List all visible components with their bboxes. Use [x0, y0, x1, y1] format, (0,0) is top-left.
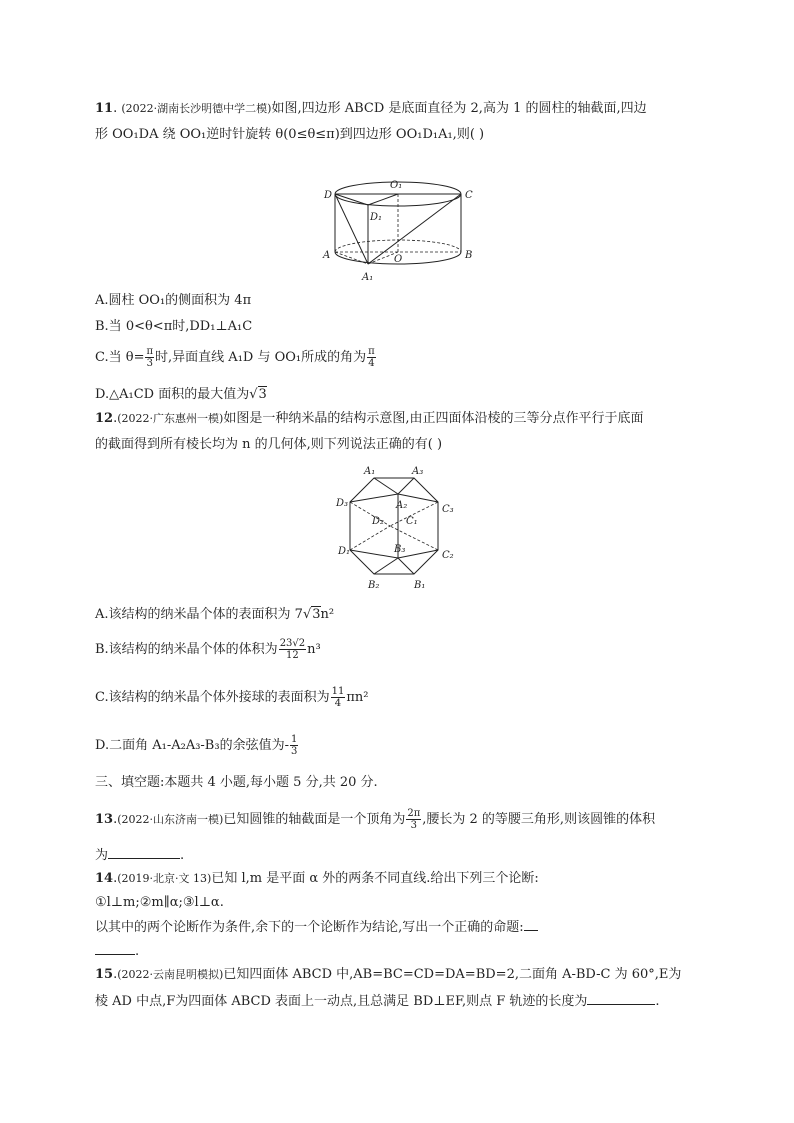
q11-number: 11	[95, 101, 114, 116]
q12-nanocrystal-figure	[330, 462, 465, 594]
label-B: B	[465, 250, 473, 261]
label-A1: A₁	[364, 466, 376, 477]
cylinder-diagram	[318, 172, 478, 290]
q14-answer-blank[interactable]	[524, 918, 538, 931]
octagon-diagram	[330, 462, 465, 594]
q12-stem-line2: 的截面得到所有棱长均为 n 的几何体,则下列说法正确的有( )	[95, 437, 443, 452]
label-O: O	[394, 254, 403, 265]
fraction: $\frac{\pi}{3}$	[146, 346, 154, 369]
label-A2: A₂	[396, 500, 408, 511]
label-C1: C₁	[406, 516, 418, 527]
q15-answer-blank[interactable]	[587, 992, 655, 1005]
label-C2: C₂	[442, 550, 454, 561]
q11-cylinder-figure	[318, 172, 478, 290]
q11-stem-line1: 11. (2022·湖南长沙明德中学二模)如图,四边形 ABCD 是底面直径为 2,高为 1 的圆柱的轴截面,四边	[95, 101, 647, 116]
q11-stem-line2: 形 OO₁DA 绕 OO₁逆时针旋转 θ(0≤θ≤π)到四边形 OO₁D₁A₁,则( )	[95, 127, 485, 142]
label-B1: B₁	[414, 580, 426, 591]
q15-number: 15	[95, 967, 114, 982]
q11-option-a: A.圆柱 OO₁的侧面积为 4π	[95, 293, 252, 308]
label-A1: A₁	[362, 272, 374, 283]
label-D1: D₁	[370, 212, 383, 223]
label-C: C	[465, 190, 473, 201]
q12-option-c: C.该结构的纳米晶个体外接球的表面积为 $\frac{11}{4}$ πn²	[95, 686, 369, 709]
q14-stem-line1: 14.(2019·北京·文 13)已知 l,m 是平面 α 外的两条不同直线.给出下列三个论断:	[95, 871, 539, 886]
label-D3: D₃	[336, 498, 349, 509]
section-3-heading: 三、填空题:本题共 4 小题,每小题 5 分,共 20 分.	[95, 775, 378, 790]
q13-stem-line2: 为 .	[95, 848, 185, 863]
q15-source: (2022·云南昆明模拟)	[117, 968, 224, 981]
q14-stem-line4: .	[95, 942, 139, 961]
q13-stem-line1: 13.(2022·山东济南一模)已知圆锥的轴截面是一个顶角为 $\frac{2\pi}{3}$ ,腰长为 2 的等腰三角形,则该圆锥的体积	[95, 808, 656, 831]
q12-number: 12	[95, 411, 114, 426]
q12-stem-line1: 12.(2022·广东惠州一模)如图是一种纳米晶的结构示意图,由正四面体沿棱的三等分点作平行于底面	[95, 411, 644, 426]
label-D1: D₁	[338, 546, 351, 557]
q12-source: (2022·广东惠州一模)	[117, 412, 224, 425]
label-B2: B₂	[368, 580, 380, 591]
q14-number: 14	[95, 871, 114, 886]
q15-stem-line1: 15.(2022·云南昆明模拟)已知四面体 ABCD 中,AB=BC=CD=DA=BD=2,二面角 A-BD-C 为 60°,E为	[95, 967, 682, 982]
q11-stem-text1: 如图,四边形 ABCD 是底面直径为 2,高为 1 的圆柱的轴截面,四边	[271, 101, 647, 116]
q12-option-b: B.该结构的纳米晶个体的体积为 $\frac{23√2}{12}$ n³	[95, 638, 321, 661]
q13-source: (2022·山东济南一模)	[117, 813, 224, 826]
fraction: $\frac{23√2}{12}$	[279, 638, 306, 661]
fraction: $\frac{11}{4}$	[331, 686, 345, 709]
q13-number: 13	[95, 812, 114, 827]
fraction: $\frac{2\pi}{3}$	[407, 808, 421, 831]
fraction: $\frac{\pi}{4}$	[368, 346, 375, 369]
q11-option-d: D.△A₁CD 面积的最大值为√3	[95, 387, 267, 402]
label-A: A	[323, 250, 331, 261]
q15-stem-line2: 棱 AD 中点,F为四面体 ABCD 表面上一动点,且总满足 BD⊥EF,则点 F 轨迹的长度为 .	[95, 994, 660, 1009]
q11-option-c: C.当 θ= $\frac{\pi}{3}$ 时,异面直线 A₁D 与 OO₁所成的角为 $\frac{\pi}{4}$	[95, 346, 375, 369]
q13-answer-blank[interactable]	[108, 846, 180, 859]
q12-option-d: D.二面角 A₁-A₂A₃-B₃的余弦值为- $\frac{1}{3}$	[95, 734, 298, 757]
q14-stem-line3: 以其中的两个论断作为条件,余下的一个论断作为结论,写出一个正确的命题:	[95, 918, 538, 937]
label-A3: A₃	[412, 466, 424, 477]
label-C3: C₃	[442, 504, 454, 515]
q14-source: (2019·北京·文 13)	[117, 872, 212, 885]
label-B3: B₃	[394, 544, 406, 555]
label-D2: D₂	[372, 516, 385, 527]
q11-option-b: B.当 0<θ<π时,DD₁⊥A₁C	[95, 319, 253, 334]
q14-answer-blank-cont[interactable]	[95, 942, 135, 955]
q11-source: (2022·湖南长沙明德中学二模)	[121, 102, 272, 115]
fraction: $\frac{1}{3}$	[290, 734, 298, 757]
q12-option-a: A.该结构的纳米晶个体的表面积为 7√3n²	[95, 607, 335, 622]
label-O1: O₁	[390, 180, 403, 191]
label-D: D	[324, 190, 333, 201]
q14-stem-line2: ①l⊥m;②m∥α;③l⊥α.	[95, 895, 224, 910]
